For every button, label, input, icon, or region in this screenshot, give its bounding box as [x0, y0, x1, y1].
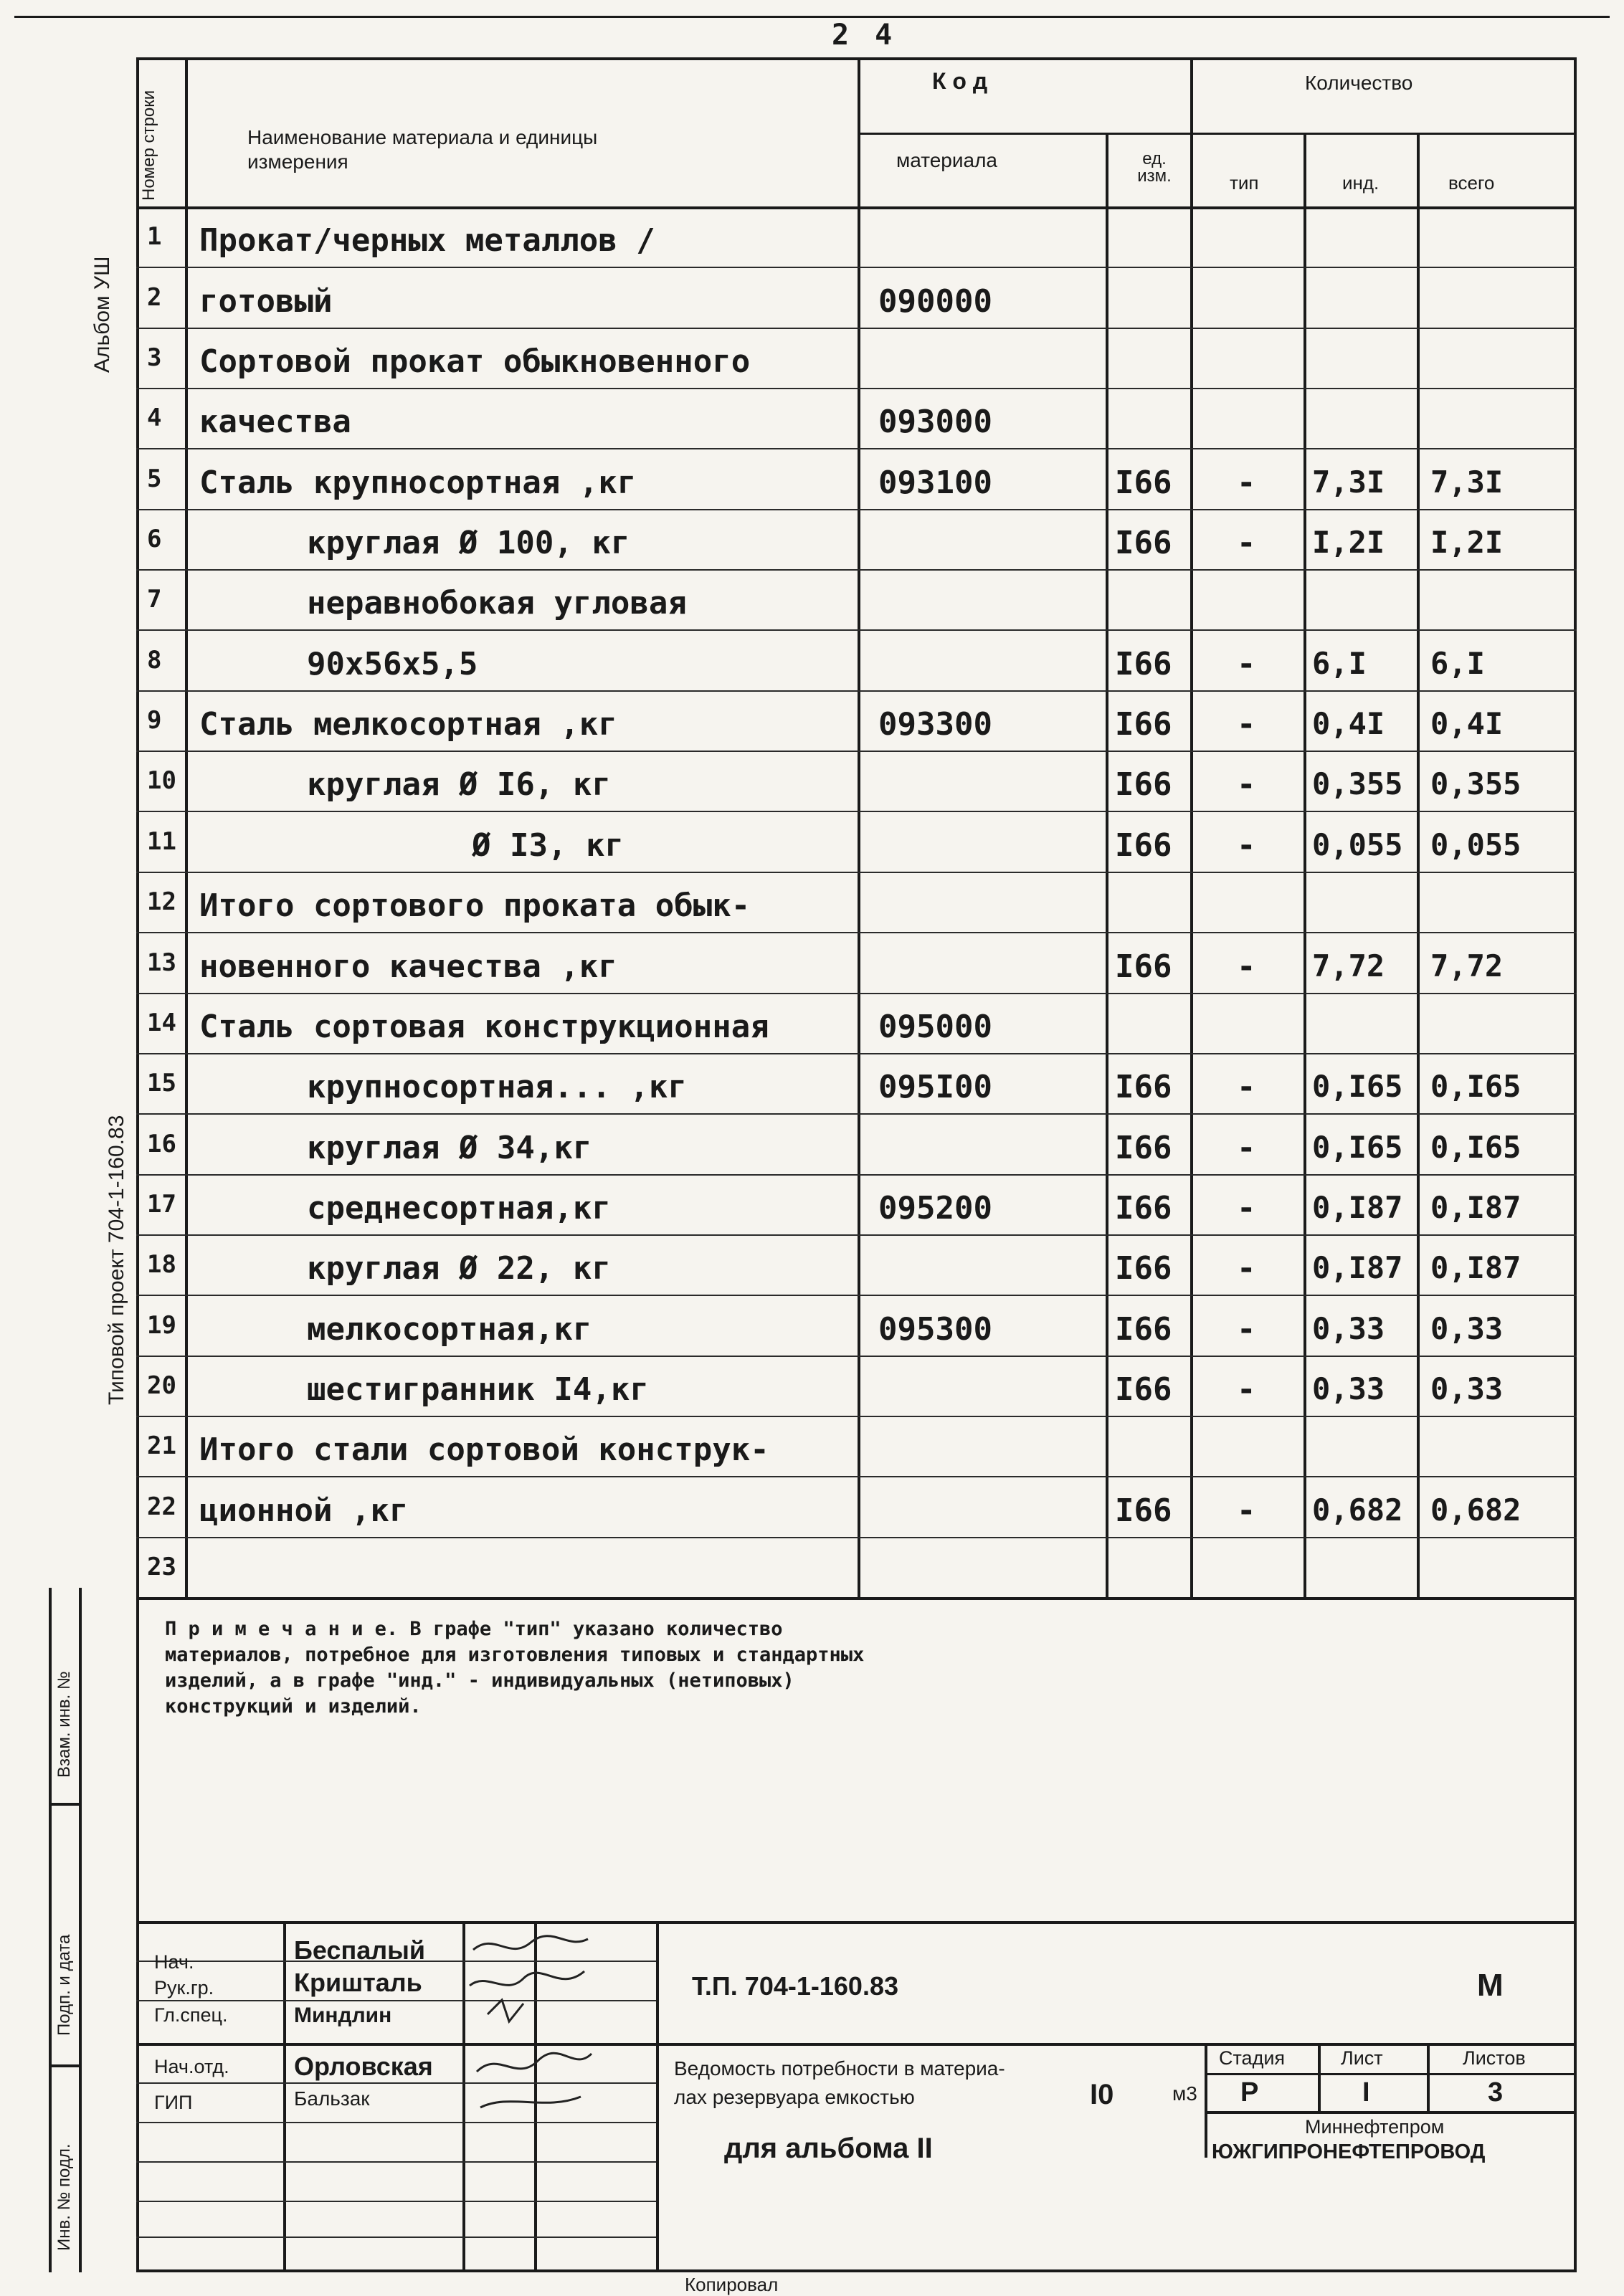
- row-number: 1: [147, 222, 162, 252]
- qty-type: -: [1237, 1250, 1256, 1287]
- qty-type: -: [1237, 1310, 1256, 1348]
- material-code: 093100: [878, 464, 992, 501]
- row-number: 3: [147, 343, 162, 373]
- role-0: Нач.: [154, 1951, 194, 1973]
- qty-ind: 0,33: [1312, 1371, 1385, 1406]
- material-name: крупносортная... ,кг: [307, 1069, 687, 1106]
- unit-code: I66: [1115, 645, 1172, 682]
- unit-code: I66: [1115, 706, 1172, 743]
- doc-title-1: Ведомость потребности в материа-: [674, 2057, 1005, 2080]
- qty-total: 0,33: [1430, 1310, 1504, 1346]
- material-name: Итого стали сортовой конструк-: [199, 1432, 769, 1469]
- name-0: Беспалый: [294, 1935, 425, 1965]
- qty-ind: 7,3I: [1312, 464, 1385, 500]
- qty-type: -: [1237, 1129, 1256, 1166]
- material-code: 093000: [878, 404, 992, 441]
- qty-type: -: [1237, 1189, 1256, 1226]
- material-code: 095200: [878, 1189, 992, 1226]
- material-name: Ø I3, кг: [472, 827, 624, 864]
- row-number: 4: [147, 404, 162, 433]
- material-name: круглая Ø 100, кг: [307, 525, 630, 562]
- material-name: среднесортная,кг: [307, 1189, 611, 1226]
- row-number: 19: [147, 1310, 176, 1340]
- material-name: 90x56x5,5: [307, 645, 478, 682]
- qty-ind: 0,I65: [1312, 1069, 1403, 1105]
- ministry: Миннефтепром: [1305, 2116, 1445, 2138]
- unit-code: I66: [1115, 1069, 1172, 1106]
- qty-ind: 0,I87: [1312, 1189, 1403, 1225]
- unit-code: I66: [1115, 766, 1172, 804]
- qty-ind: 0,682: [1312, 1492, 1403, 1528]
- sheet-label: Лист: [1341, 2047, 1383, 2069]
- organization: ЮЖГИПРОНЕФТЕПРОВОД: [1212, 2140, 1486, 2163]
- material-code: 093300: [878, 706, 992, 743]
- stage-label: Стадия: [1219, 2047, 1286, 2069]
- row-number: 20: [147, 1371, 176, 1400]
- material-name: новенного качества ,кг: [199, 948, 617, 985]
- qty-total: 0,682: [1430, 1492, 1521, 1528]
- header-q-ind: инд.: [1342, 172, 1380, 194]
- qty-total: I,2I: [1430, 525, 1504, 561]
- qty-total: 0,I87: [1430, 1189, 1521, 1225]
- material-name: шестигранник I4,кг: [307, 1371, 649, 1408]
- qty-total: 0,055: [1430, 827, 1521, 862]
- copied-label: Копировал: [685, 2274, 779, 2295]
- capacity: I0: [1090, 2079, 1114, 2110]
- sig-date-label: Подп. и дата: [54, 1934, 74, 2036]
- doc-title-2: лах резервуара емкостью: [674, 2086, 915, 2108]
- material-name: Сортовой прокат обыкновенного: [199, 343, 751, 381]
- header-row-number: Номер строки: [139, 90, 158, 201]
- header-quantity: Количество: [1305, 72, 1413, 94]
- material-name: готовый: [199, 282, 333, 320]
- row-number: 13: [147, 948, 176, 977]
- designation: Т.П. 704-1-160.83: [692, 1971, 898, 2001]
- qty-total: 0,I87: [1430, 1250, 1521, 1286]
- qty-type: -: [1237, 1371, 1256, 1408]
- role-2: Гл.спец.: [154, 2004, 228, 2026]
- qty-type: -: [1237, 706, 1256, 743]
- qty-ind: 6,I: [1312, 645, 1367, 681]
- qty-type: -: [1237, 827, 1256, 864]
- unit-code: I66: [1115, 464, 1172, 501]
- doc-title-3: для альбома II: [724, 2133, 933, 2164]
- material-name: круглая Ø I6, кг: [307, 766, 611, 804]
- qty-ind: 0,4I: [1312, 706, 1385, 742]
- qty-total: 6,I: [1430, 645, 1485, 681]
- row-number: 18: [147, 1250, 176, 1280]
- note-text: П р и м е ч а н и е. В графе "тип" указано количество материалов, потребное для изготовления типовых и стандартных изделий, а в графе "инд." - индивидуальных (нетиповых) конструкций и изделий.: [165, 1618, 865, 1718]
- qty-total: 0,I65: [1430, 1069, 1521, 1105]
- role-1: Рук.гр.: [154, 1977, 214, 1999]
- unit-code: I66: [1115, 1129, 1172, 1166]
- qty-ind: 0,33: [1312, 1310, 1385, 1346]
- header-code-material: материала: [896, 149, 997, 171]
- qty-type: -: [1237, 948, 1256, 985]
- qty-ind: 0,055: [1312, 827, 1403, 862]
- album-label: Альбом УШ: [90, 256, 114, 373]
- project-label: Типовой проект 704-1-160.83: [105, 1115, 128, 1405]
- qty-total: 0,355: [1430, 766, 1521, 802]
- header-code-unit: ед. изм.: [1137, 149, 1172, 186]
- capacity-unit: м3: [1172, 2082, 1197, 2105]
- unit-code: I66: [1115, 827, 1172, 864]
- qty-total: 7,72: [1430, 948, 1504, 983]
- sheet-mark: М: [1477, 1968, 1504, 2003]
- qty-ind: I,2I: [1312, 525, 1385, 561]
- row-number: 15: [147, 1069, 176, 1098]
- unit-code: I66: [1115, 1310, 1172, 1348]
- qty-ind: 0,I65: [1312, 1129, 1403, 1165]
- header-q-total: всего: [1448, 172, 1495, 194]
- row-number: 17: [147, 1189, 176, 1219]
- material-name: Сталь сортовая конструкционная: [199, 1008, 769, 1045]
- material-name: Прокат/черных металлов /: [199, 222, 655, 259]
- qty-type: -: [1237, 1069, 1256, 1106]
- material-name: Сталь мелкосортная ,кг: [199, 706, 617, 743]
- qty-total: 0,33: [1430, 1371, 1504, 1406]
- material-name: Итого сортового проката обык-: [199, 887, 751, 925]
- stage-value: Р: [1240, 2077, 1259, 2107]
- qty-ind: 0,I87: [1312, 1250, 1403, 1286]
- qty-type: -: [1237, 645, 1256, 682]
- row-number: 7: [147, 585, 162, 614]
- material-name: неравнобокая угловая: [307, 585, 687, 622]
- row-number: 2: [147, 282, 162, 312]
- qty-total: 0,I65: [1430, 1129, 1521, 1165]
- qty-total: 7,3I: [1430, 464, 1504, 500]
- material-name: круглая Ø 22, кг: [307, 1250, 611, 1287]
- row-number: 23: [147, 1553, 176, 1581]
- name-1: Кришталь: [294, 1968, 422, 1997]
- qty-ind: 0,355: [1312, 766, 1403, 802]
- qty-type: -: [1237, 1492, 1256, 1529]
- material-code: 090000: [878, 282, 992, 320]
- row-number: 11: [147, 827, 176, 856]
- signatures: [466, 1928, 595, 2115]
- row-number: 16: [147, 1129, 176, 1158]
- qty-ind: 7,72: [1312, 948, 1385, 983]
- name-2: Миндлин: [294, 2004, 392, 2027]
- material-code: 095I00: [878, 1069, 992, 1106]
- header-code: К о д: [932, 68, 988, 94]
- name-4: Бальзак: [294, 2087, 370, 2110]
- material-name: качества: [199, 404, 351, 441]
- unit-code: I66: [1115, 1250, 1172, 1287]
- sheet-value: I: [1362, 2077, 1370, 2107]
- sheets-label: Листов: [1463, 2047, 1526, 2069]
- material-name: мелкосортная,кг: [307, 1310, 592, 1348]
- material-name: круглая Ø 34,кг: [307, 1129, 592, 1166]
- role-3: Нач.отд.: [154, 2056, 229, 2077]
- inv-dup-label: Взам. инв. №: [54, 1671, 74, 1778]
- row-number: 21: [147, 1432, 176, 1461]
- header-q-type: тип: [1230, 172, 1259, 194]
- name-3: Орловская: [294, 2052, 433, 2081]
- row-number: 5: [147, 464, 162, 493]
- qty-type: -: [1237, 766, 1256, 804]
- role-4: ГИП: [154, 2092, 193, 2113]
- sheets-value: 3: [1488, 2077, 1504, 2107]
- material-code: 095300: [878, 1310, 992, 1348]
- qty-total: 0,4I: [1430, 706, 1504, 742]
- unit-code: I66: [1115, 948, 1172, 985]
- material-name: ционной ,кг: [199, 1492, 409, 1529]
- row-number: 6: [147, 525, 162, 554]
- row-number: 22: [147, 1492, 176, 1521]
- qty-type: -: [1237, 525, 1256, 562]
- row-number: 10: [147, 766, 176, 796]
- row-number: 14: [147, 1008, 176, 1037]
- unit-code: I66: [1115, 1492, 1172, 1529]
- material-name: Сталь крупносортная ,кг: [199, 464, 637, 501]
- unit-code: I66: [1115, 525, 1172, 562]
- header-name: Наименование материала и единицы измерения: [247, 126, 598, 173]
- row-number: 12: [147, 887, 176, 917]
- row-number: 8: [147, 645, 162, 675]
- page-number: 2 4: [832, 19, 897, 52]
- material-code: 095000: [878, 1008, 992, 1045]
- inv-orig-label: Инв. № подл.: [54, 2143, 74, 2251]
- unit-code: I66: [1115, 1371, 1172, 1408]
- row-number: 9: [147, 706, 162, 735]
- qty-type: -: [1237, 464, 1256, 501]
- unit-code: I66: [1115, 1189, 1172, 1226]
